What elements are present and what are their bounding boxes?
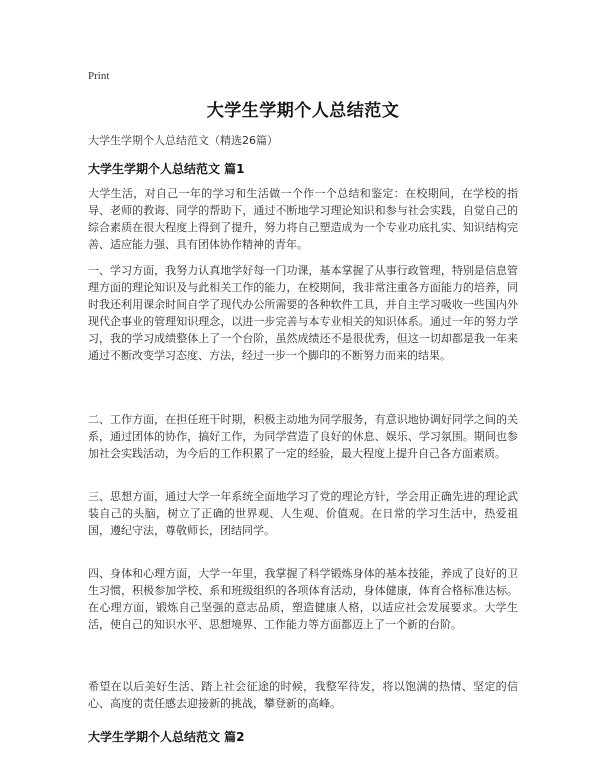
paragraph-study: 一、学习方面，我努力认真地学好每一门功课，基本掌握了从事行政管理，特别是信息管理方面的理论知识及与此相关工作的能力，在校期间，我非常注重各方面能力的培养，同时我还利用课余时间自学了现代办公所需要的各种软件工具，并自主学习吸收一些国内外现代企事业的管理知识理念，以进一步完善与本专业相关的知识体系。通过一年的努力学习，我的学习成绩整体上了一个台阶，虽然成绩还不是很优秀，但这一切却都是我一年来通过不断改变学习态度、方法，经过一步一个脚印的不断努力而来的结果。 [88,264,518,362]
print-link[interactable]: Print [88,70,110,82]
section-heading-2: 大学生学期个人总结范文 篇2 [88,730,245,744]
page-title: 大学生学期个人总结范文 [206,101,400,121]
paragraph-thought: 三、思想方面，通过大学一年系统全面地学习了党的理论方针，学会用正确先进的理论武装自己的头脑，树立了正确的世界观、人生观、价值观。在日常的学习生活中，热爱祖国，遵纪守法，尊敬师长，团结同学。 [88,490,518,537]
paragraph-hope: 希望在以后美好生活、踏上社会征途的时候，我整军待发，将以饱满的热情、坚定的信心、高度的责任感去迎接新的挑战，攀登新的高峰。 [88,680,518,710]
paragraph-body-mind: 四、身体和心理方面，大学一年里，我掌握了科学锻炼身体的基本技能，养成了良好的卫生习惯，积极参加学校、系和班级组织的各项体育活动，身体健康，体育合格标准达标。在心理方面，锻炼自己坚强的意志品质，塑造健康人格，以适应社会发展要求。大学生活，使自己的知识水平、思想境界、工作能力等方面都迈上了一个新的台阶。 [88,567,518,631]
paragraph-intro: 大学生活，对自己一年的学习和生活做一个作一个总结和鉴定：在校期间，在学校的指导、老师的教诲、同学的帮助下，通过不断地学习理论知识和参与社会实践，自觉自己的综合素质在很大程度上得到了提升，努力将自己塑造成为一个专业功底扎实、知识结构完善、适应能力强、具有团体协作精神的青年。 [88,187,518,251]
page-subtitle: 大学生学期个人总结范文（精选26篇） [88,134,278,147]
section-heading-1: 大学生学期个人总结范文 篇1 [88,162,245,176]
paragraph-work: 二、工作方面，在担任班干时期，积极主动地为同学服务，有意识地协调好同学之间的关系，通过团体的协作，搞好工作，为同学营造了良好的休息、娱乐、学习氛围。期间也参加社会实践活动，为今后的工作积累了一定的经验，最大程度上提升自己各方面素质。 [88,413,518,460]
